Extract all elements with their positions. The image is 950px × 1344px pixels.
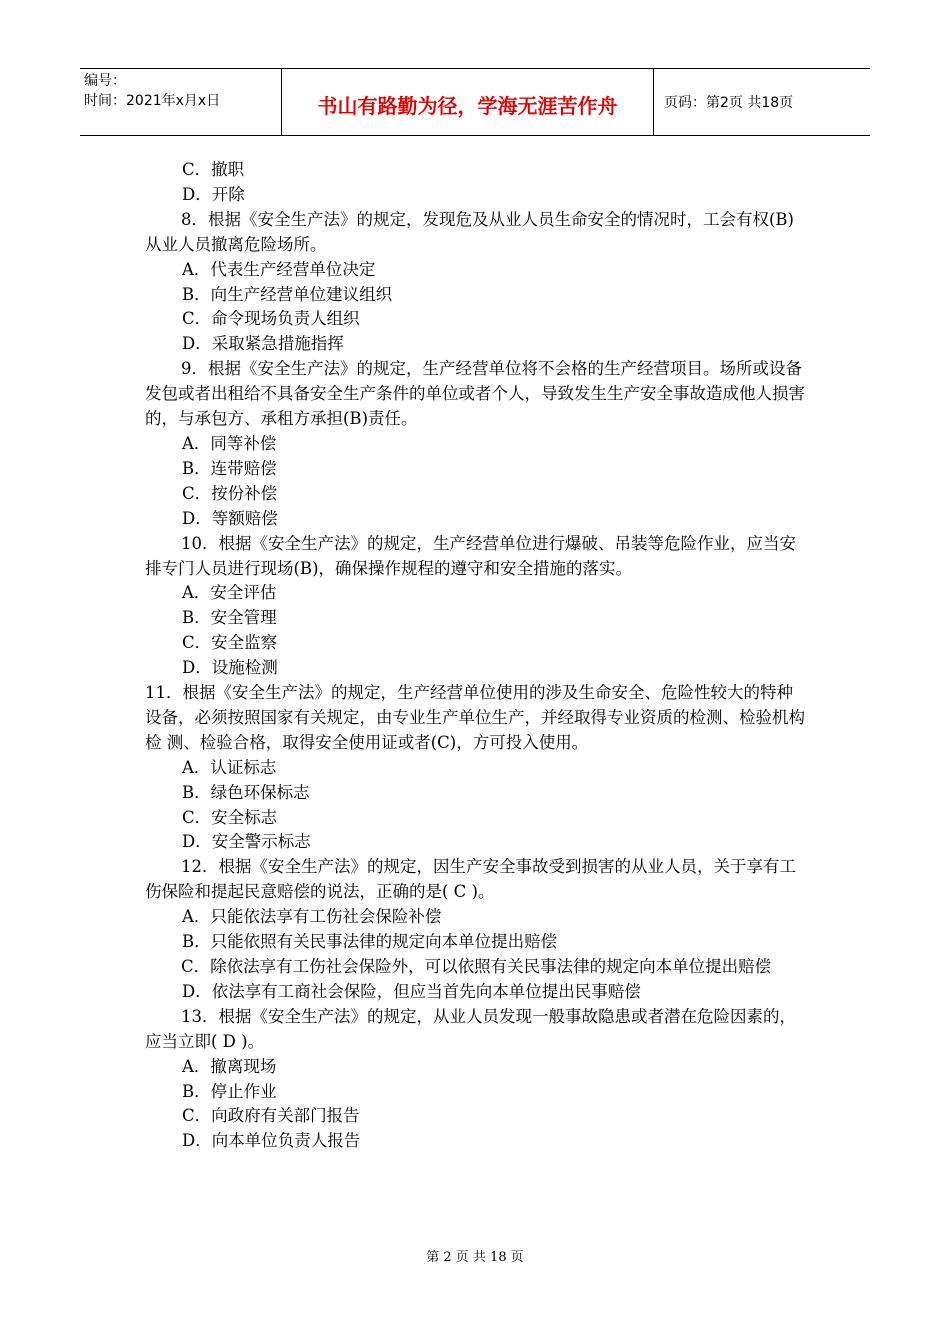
option-line: C．向政府有关部门报告 bbox=[182, 1106, 360, 1126]
option-line: D．开除 bbox=[182, 184, 245, 204]
option-line: C．命令现场负责人组织 bbox=[182, 309, 360, 329]
option-line: B．安全管理 bbox=[182, 608, 277, 628]
header-meta bbox=[80, 69, 282, 135]
question-12: 12．根据《安全生产法》的规定，因生产安全事故受到损害的从业人员，关于享有工伤保险和提起民意赔偿的说法，正确的是( C )。 bbox=[145, 857, 796, 902]
option-line: D．等额赔偿 bbox=[182, 508, 278, 528]
option-line: C．安全标志 bbox=[182, 807, 278, 827]
option-line: A．只能依法享有工伤社会保险补偿 bbox=[182, 907, 442, 927]
question-8: 8．根据《安全生产法》的规定，发现危及从业人员生命安全的情况时，工会有权(B)从业人员撤离危险场所。 bbox=[145, 209, 794, 254]
option-line: D．安全警示标志 bbox=[182, 832, 311, 852]
option-line: B．只能依照有关民事法律的规定向本单位提出赔偿 bbox=[182, 932, 558, 952]
option-line: A．撤离现场 bbox=[182, 1056, 277, 1076]
question-10: 10．根据《安全生产法》的规定，生产经营单位进行爆破、吊装等危险作业，应当安排专门人员进行现场(B)，确保操作规程的遵守和安全措施的落实。 bbox=[145, 533, 796, 578]
option-line: A．代表生产经营单位决定 bbox=[182, 259, 376, 279]
option-line: D．依法享有工商社会保险，但应当首先向本单位提出民事赔偿 bbox=[182, 981, 641, 1001]
option-line: A．同等补偿 bbox=[182, 433, 277, 453]
option-line: D．设施检测 bbox=[182, 658, 278, 678]
option-line: C．安全监察 bbox=[182, 633, 278, 653]
option-line-wrapped: C．除依法享有工伤社会保险外，可以依照有关民事法律的规定向本单位提出赔偿 bbox=[181, 957, 772, 976]
option-line: B．绿色环保标志 bbox=[182, 782, 310, 802]
option-line: D．采取紧急措施指挥 bbox=[182, 334, 344, 354]
question-13: 13．根据《安全生产法》的规定，从业人员发现一般事故隐患或者潜在危险因素的，应当立即( D )。 bbox=[145, 1006, 796, 1051]
question-11: 11．根据《安全生产法》的规定，生产经营单位使用的涉及生命安全、危险性较大的特种设备，必须按照国家有关规定，由专业生产单位生产，并经取得专业资质的检测、检验机构检 测、检验合格，取得安全使用证或者(C)，方可投入使用。 bbox=[145, 683, 805, 752]
page-header bbox=[80, 68, 870, 136]
document-body bbox=[145, 158, 805, 1154]
option-line: A．认证标志 bbox=[182, 757, 277, 777]
header-page-info: 页码：第2页 共18页 bbox=[664, 95, 794, 111]
option-line: B．向生产经营单位建议组织 bbox=[182, 284, 393, 304]
option-line: B．停止作业 bbox=[182, 1081, 277, 1101]
header-motto: 书山有路勤为径，学海无涯苦作舟 bbox=[282, 69, 654, 135]
page-footer: 第 2 页 共 18 页 bbox=[426, 1250, 524, 1265]
option-line: D．向本单位负责人报告 bbox=[182, 1131, 361, 1151]
option-line: C．撤职 bbox=[182, 160, 245, 179]
document-date: 时间：2021年x月x日 bbox=[84, 93, 221, 109]
option-line: B．连带赔偿 bbox=[182, 458, 277, 478]
question-9: 9．根据《安全生产法》的规定，生产经营单位将不会格的生产经营项目。场所或设备发包或者出租给不具备安全生产条件的单位或者个人，导致发生生产安全事故造成他人损害的，与承包方、承租方承担(B)责任。 bbox=[145, 359, 805, 429]
document-number-label: 编号： bbox=[84, 73, 126, 89]
option-line: A．安全评估 bbox=[182, 583, 277, 603]
option-line: C．按份补偿 bbox=[182, 483, 278, 503]
